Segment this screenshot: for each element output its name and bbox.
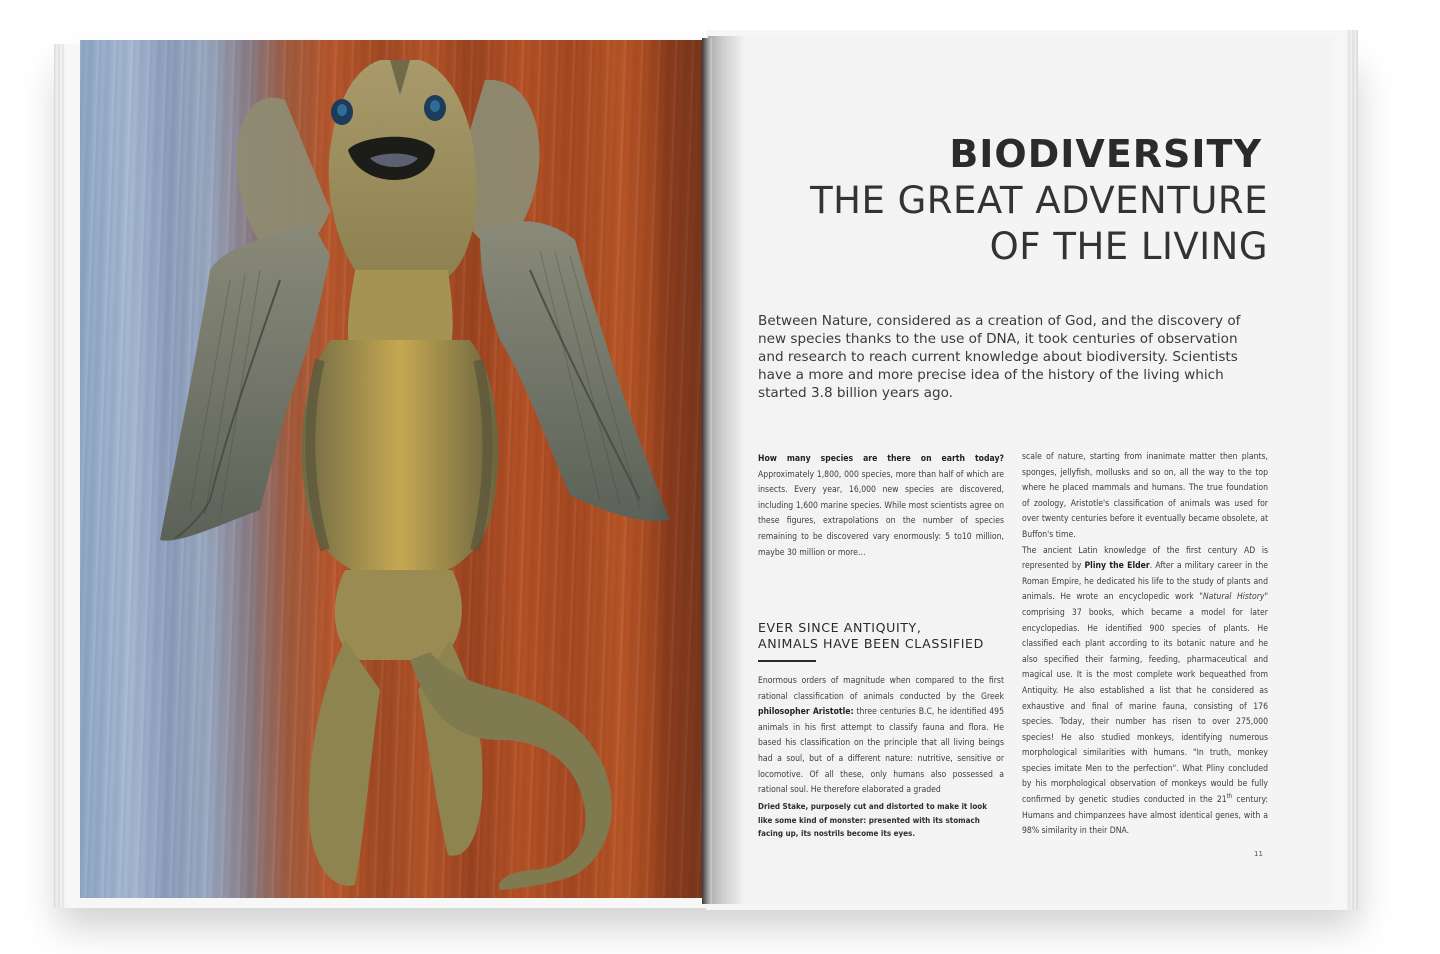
- pliny-text-a: The ancient Latin knowledge of the first century AD is represented by: [1022, 545, 1268, 572]
- section-heading: [758, 620, 1008, 652]
- section-paragraph: [758, 674, 1004, 799]
- subtitle-line-2: OF THE LIVING: [989, 225, 1268, 268]
- photo-caption: Dried Stake, purposely cut and distorted to make it look like some kind of monster: presented with its stomach facing up, its nostrils become its eyes.: [758, 802, 988, 838]
- left-page-photo: [80, 40, 710, 898]
- page-number: 11: [1254, 850, 1263, 858]
- gutter-shadow-right: [708, 36, 744, 904]
- section-heading-line-1: EVER SINCE ANTIQUITY,: [758, 620, 922, 635]
- pliny-text-b: . After a military career in the Roman Empire, he dedicated his life to the study of plants and animals. He wrote an encyclopedic work: [1022, 561, 1269, 603]
- natural-history-title: "Natural History": [1199, 592, 1268, 603]
- gutter-shadow-left: [650, 40, 710, 898]
- article-subtitle: [810, 178, 1268, 270]
- column-1-intro: [758, 452, 1004, 561]
- right-page: [708, 36, 1334, 904]
- section-heading-line-2: ANIMALS HAVE BEEN CLASSIFIED: [758, 636, 984, 651]
- column-1-section-body: [758, 674, 1004, 799]
- column-2: [1022, 450, 1268, 840]
- section-text-2: three centuries B.C, he identified 495 animals in his first attempt to classify fauna and flora. He based his classification on the principle that all living beings had a soul, but of a different nature: nutritive, sensitive or locomotive. Of all these, only humans also possessed a rational soul. He therefore elaborated a graded: [758, 707, 1004, 796]
- pliny-text-c: comprising 37 books, which became a model for later encyclopedias. He identified 900 species of plants. He classified each plant according to its botanic nature and he also specified their farming, feeding, pharmaceutical and magical use. It is the most complete work bequeathed from Antiquity. He also established a list that he considered as exhaustive and final of marine fauna, consisting of 176 species. Today, their number has risen to over 275,000 species! He also studied monkeys, identifying numerous morphological similarities with humans. "In truth, monkey species imitate Men to the perfection". What Pliny concluded by his morphological observation of monkeys would be fully confirmed by genetic studies conducted in the 21: [1022, 607, 1268, 806]
- century-superscript: th: [1226, 793, 1233, 801]
- pliny-text-d: century: Humans and chimpanzees have almost identical genes, with a 98% similarity in their DNA.: [1022, 795, 1268, 837]
- dried-skate-monster-photo: [80, 40, 710, 898]
- intro-paragraph: [758, 452, 1004, 561]
- column-2-paragraph-1: scale of nature, starting from inanimate matter then plants, sponges, jellyfish, mollusks and so on, all the way to the top where he placed mammals and humans. The true foundation of zoology, Aristotle's classification of animals was used for over twenty centuries before it eventually became obsolete, at Buffon's time.: [1022, 452, 1268, 540]
- lead-paragraph: Between Nature, considered as a creation of God, and the discovery of new species thanks to the use of DNA, it took centuries of observation and research to reach current knowledge about biodiversity. Scientists have a more and more precise idea of the history of the living which started 3.8 billion years ago.: [758, 313, 1241, 401]
- article-title: BIODIVERSITY: [949, 132, 1262, 176]
- subtitle-line-1: THE GREAT ADVENTURE: [810, 179, 1268, 222]
- intro-question: How many species are there on earth today?: [758, 454, 1004, 464]
- column-2-paragraph-2: [1022, 544, 1268, 840]
- aristotle-name: philosopher Aristotle:: [758, 707, 854, 718]
- pliny-name: Pliny the Elder: [1084, 561, 1150, 572]
- intro-text: Approximately 1,800, 000 species, more than half of which are insects. Every year, 16,000 new species are discovered, including 1,600 marine species. While most scientists agree on these figures, extrapolations on the number of species remaining to be discovered vary enormously: 5 to10 million, maybe 30 million or more…: [758, 469, 1004, 558]
- section-text-1: Enormous orders of magnitude when compared to the first rational classification of animals conducted by the Greek: [758, 676, 1004, 702]
- section-rule: [758, 660, 816, 662]
- book-spine: [702, 38, 712, 904]
